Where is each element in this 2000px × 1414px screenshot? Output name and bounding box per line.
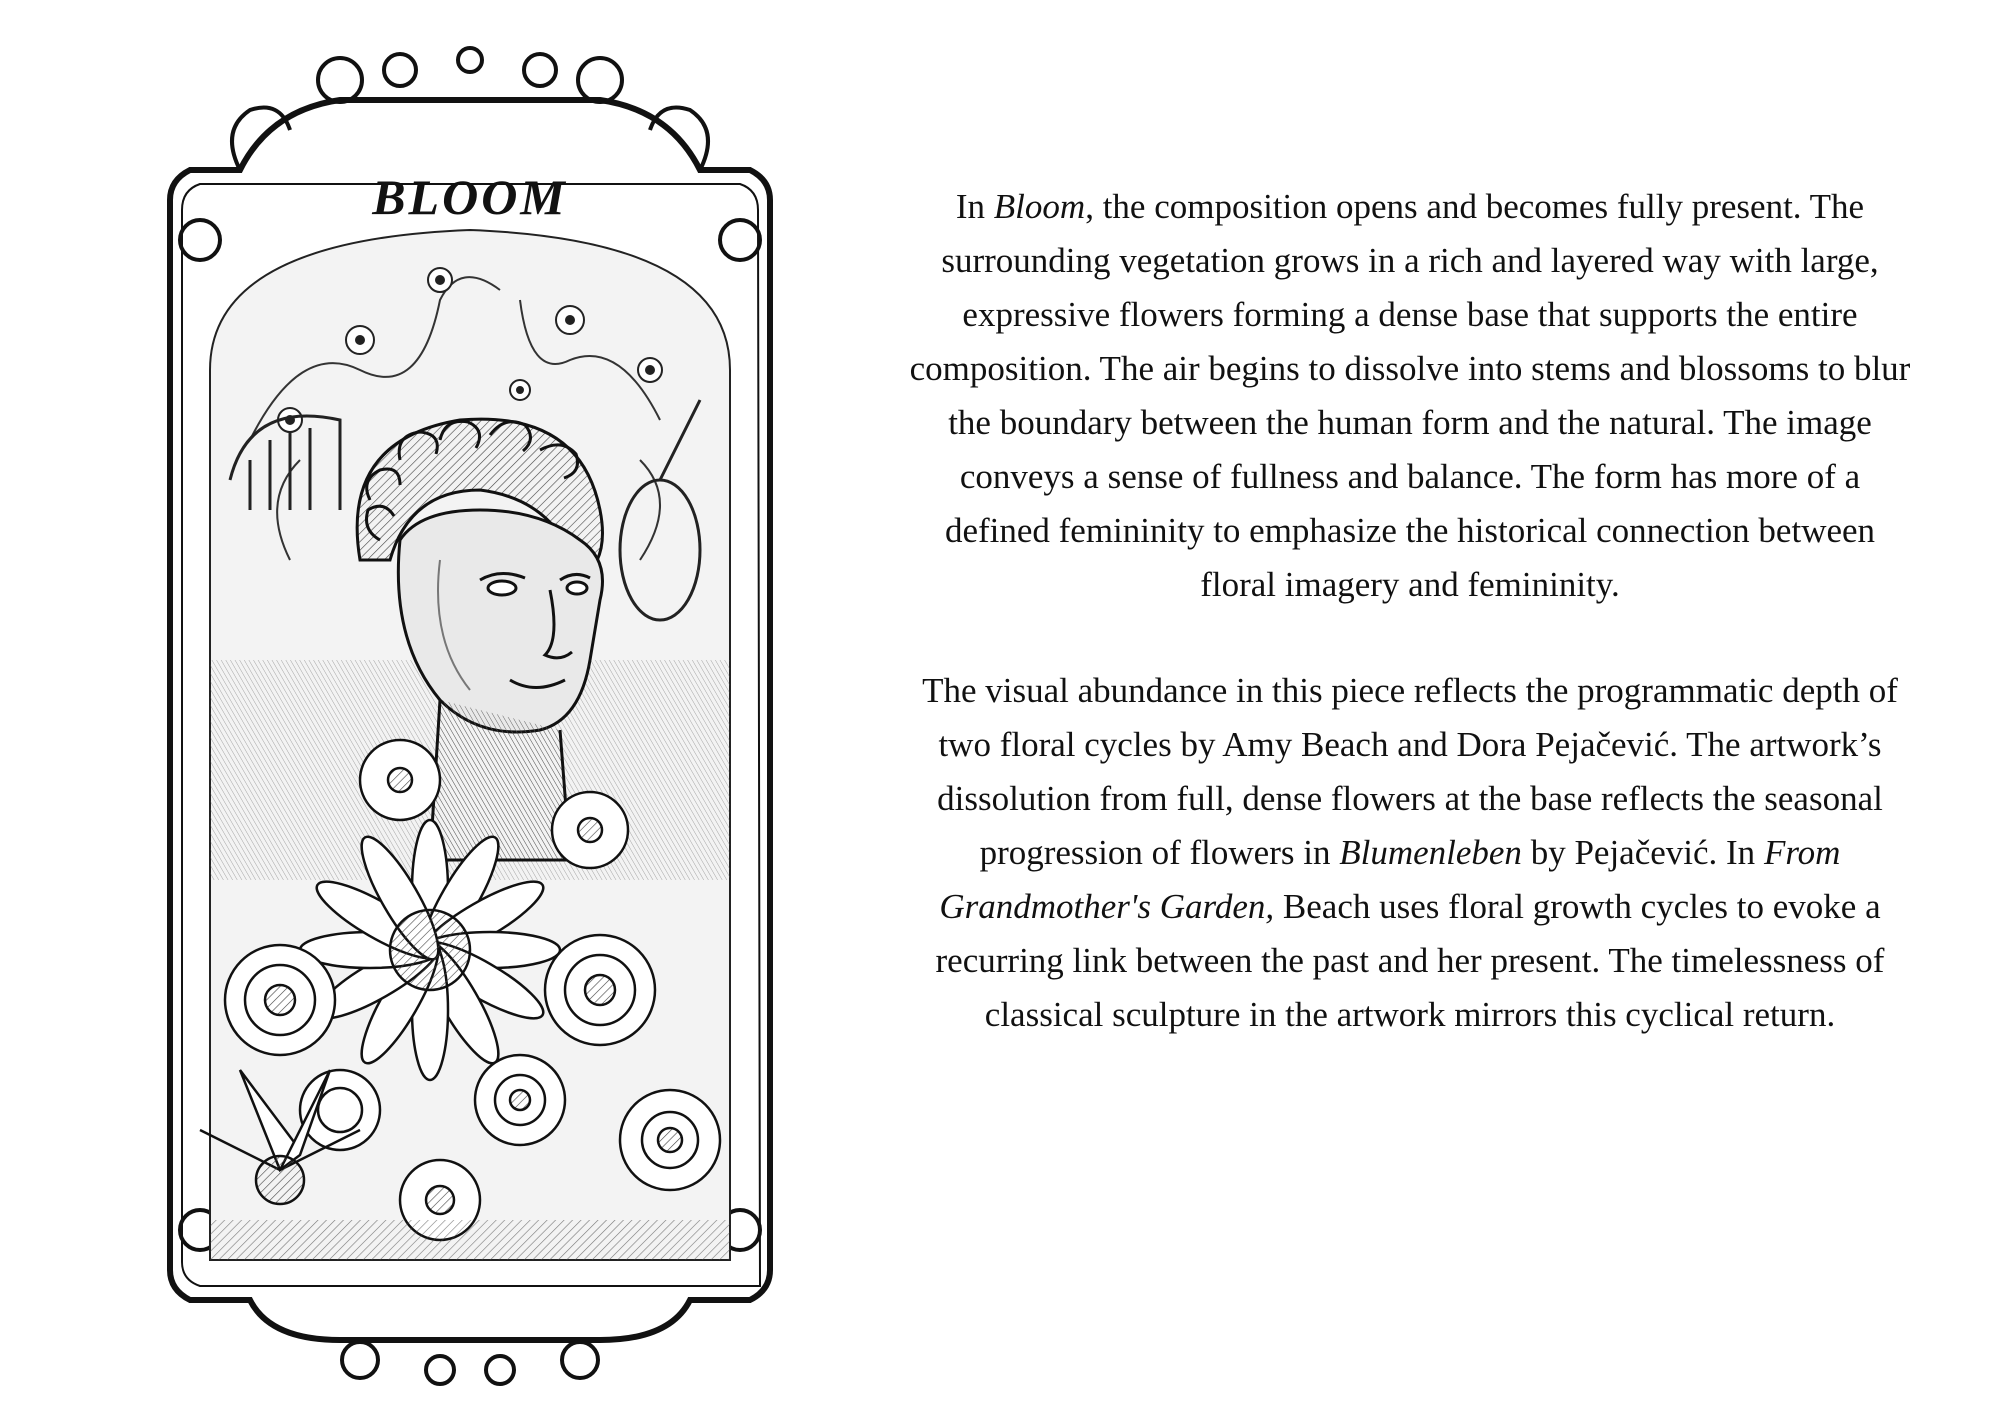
description-column [905, 180, 1915, 1094]
paragraph-floral-cycles [905, 664, 1915, 1042]
p2-text-1: The visual abundance in this piece reflects the programmatic depth of two floral cycles by Amy Beach and Dora Pejačević. The artwork’s dissolution from full, dense flowers at the base reflects the seasonal progression of flowers in [922, 671, 1898, 872]
p2-title-grandmothers-garden: From Grandmother's Garden, [939, 833, 1841, 926]
p1-title-bloom: Bloom [993, 187, 1086, 226]
ornate-frame-illustration [140, 40, 800, 1400]
p1-text-2: , the composition opens and becomes fully present. The surrounding vegetation grows in a rich and layered way with large, expressive flowers forming a dense base that supports the entire composition. The air begins to dissolve into stems and blossoms to blur the boundary between the human form and the natural. The image conveys a sense of fullness and balance. The form has more of a defined femininity to emphasize the historical connection between floral imagery and femininity. [909, 187, 1911, 604]
p2-text-2: by Pejačević. In [1521, 833, 1764, 872]
p1-text-1: In [955, 187, 994, 226]
p2-text-3: Beach uses floral growth cycles to evoke a recurring link between the past and her present. The timelessness of classical sculpture in the artwork mirrors this cyclical return. [935, 887, 1885, 1034]
artwork-title: BLOOM [372, 169, 568, 225]
p2-title-blumenleben: Blumenleben [1339, 833, 1522, 872]
paragraph-bloom-description [905, 180, 1915, 612]
bloom-artwork [140, 40, 800, 1400]
